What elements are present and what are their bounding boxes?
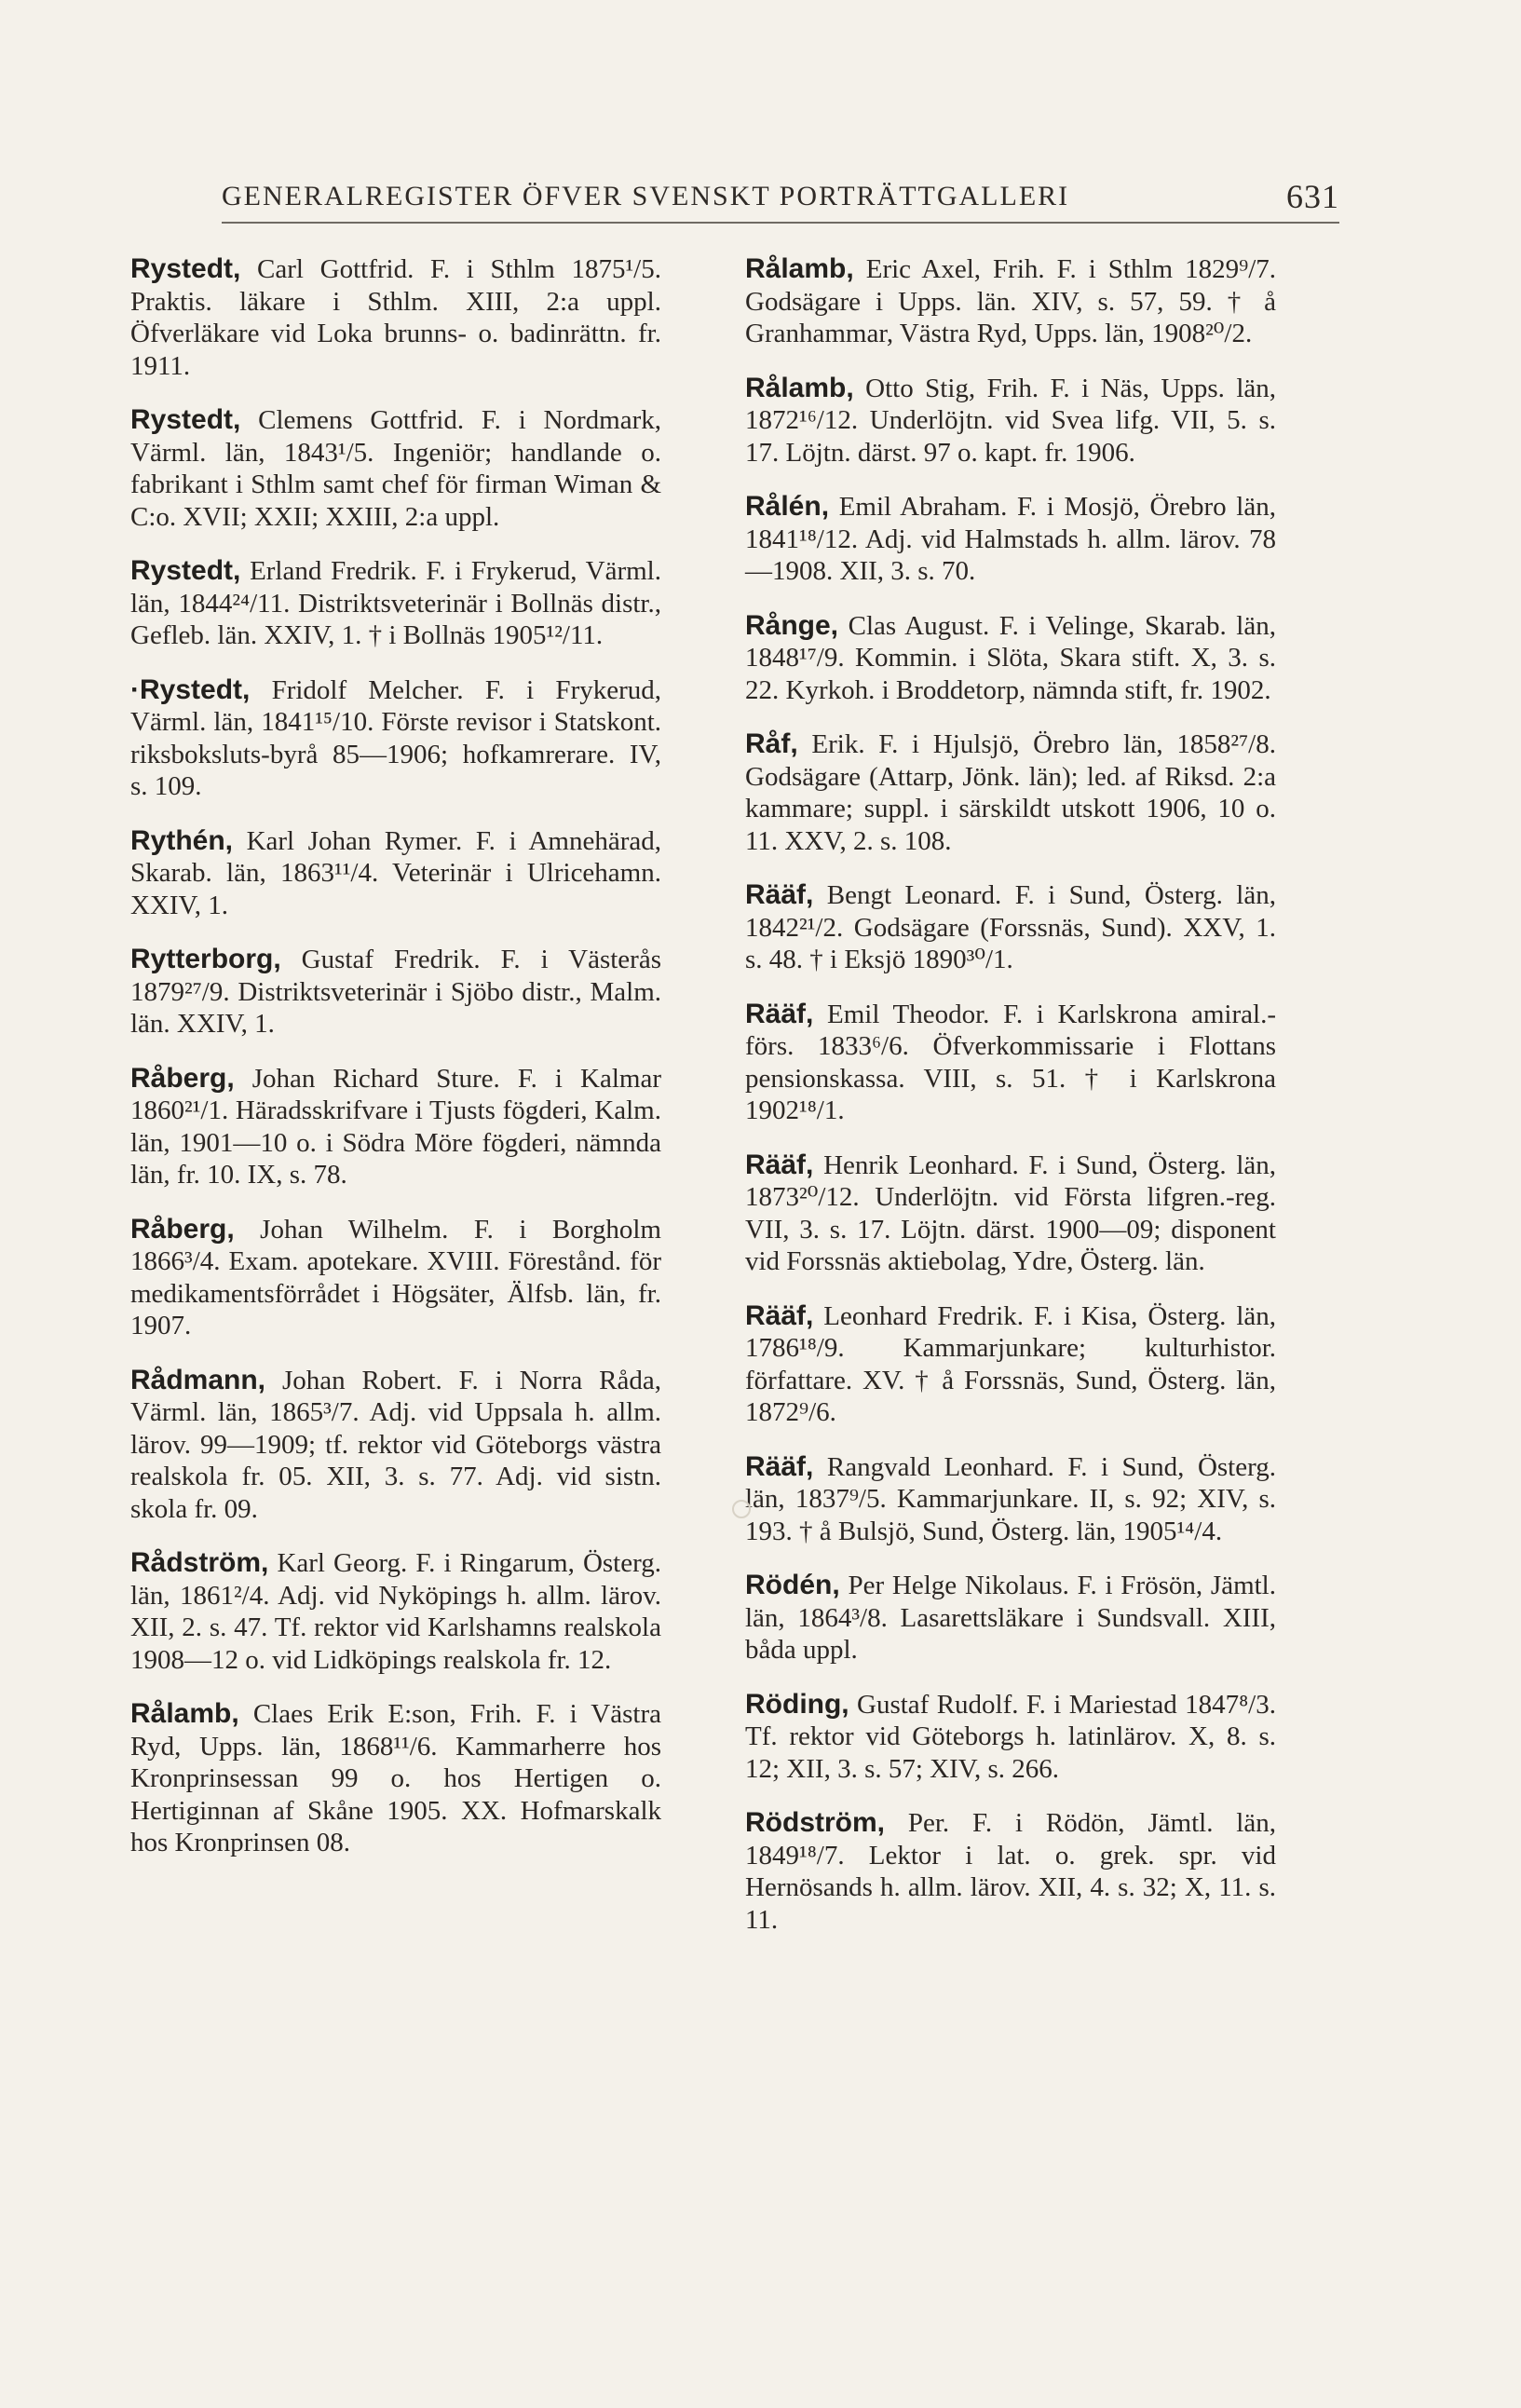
register-entry xyxy=(130,555,661,652)
entry-name: Rystedt, xyxy=(130,555,241,586)
register-entry xyxy=(745,1150,1276,1278)
entry-name: Rålamb, xyxy=(130,1698,239,1729)
entry-name: Råf, xyxy=(745,728,798,759)
register-entry xyxy=(745,491,1276,588)
register-entry xyxy=(130,674,661,803)
register-entry xyxy=(130,1547,661,1676)
entry-name: Rödén, xyxy=(745,1570,840,1600)
entry-text: Clemens Gottfrid. F. i Nordmark, Värml. län, 1843¹/5. Ingeniör; handlande o. fabrikant i Sthlm samt chef för firman Wiman & C:o. XVII; XXII; XXIII, 2:a uppl. xyxy=(130,405,661,532)
register-entry xyxy=(745,253,1276,350)
entry-name: Rääf, xyxy=(745,879,814,910)
register-entry xyxy=(130,825,661,922)
entry-text: Bengt Leonard. F. i Sund, Österg. län, 1842²¹/2. Godsägare (Forssnäs, Sund). XXV, 1. s. 48. † i Eksjö 1890³⁰/1. xyxy=(745,880,1276,974)
entry-name: Rådmann, xyxy=(130,1364,266,1395)
register-entry xyxy=(745,999,1276,1127)
right-column xyxy=(745,253,1276,1958)
entry-name: Rääf, xyxy=(745,1299,814,1331)
margin-mark xyxy=(732,1500,751,1518)
entry-name: Råberg, xyxy=(130,1062,235,1094)
entry-name: ·Rystedt, xyxy=(130,673,251,705)
entry-name: Rånge, xyxy=(745,609,839,641)
register-entry xyxy=(130,253,661,382)
entry-text: Karl Johan Rymer. F. i Amnehärad, Skarab. län, 1863¹¹/4. Veterinär i Ulricehamn. XXIV, 1. xyxy=(130,825,661,920)
register-entry xyxy=(130,1365,661,1526)
entry-text: Johan Robert. F. i Norra Råda, Värml. län, 1865³/7. Adj. vid Uppsala h. allm. lärov. 99—1909; tf. rektor vid Göteborgs västra realskola fr. 05. XII, 3. s. 77. Adj. vid sistn. skola fr. 09. xyxy=(130,1365,661,1524)
entry-text: Per Helge Nikolaus. F. i Frösön, Jämtl. län, 1864³/8. Lasarettsläkare i Sundsvall. XIII, båda uppl. xyxy=(745,1571,1276,1665)
entry-text: Fridolf Melcher. F. i Frykerud, Värml. län, 1841¹⁵/10. Förste revisor i Statskont. riksboksluts-byrå 85—1906; hofkamrerare. IV, s. 109. xyxy=(130,674,661,801)
register-entry xyxy=(745,1300,1276,1429)
entry-name: Rääf, xyxy=(745,998,814,1029)
entry-name: Röding, xyxy=(745,1688,849,1720)
register-entry xyxy=(130,1698,661,1859)
entry-name: Rystedt, xyxy=(130,253,241,284)
entry-name: Rääf, xyxy=(745,1450,814,1482)
entry-text: Johan Richard Sture. F. i Kalmar 1860²¹/1. Häradsskrifvare i Tjusts fögderi, Kalm. län, 1901—10 o. i Södra Möre fögderi, nämnda län, fr. 10. IX, s. 78. xyxy=(130,1063,661,1190)
register-entry xyxy=(745,1689,1276,1786)
entry-name: Rådström, xyxy=(130,1547,269,1578)
entry-text: Gustaf Rudolf. F. i Mariestad 1847⁸/3. Tf. rektor vid Göteborgs h. latinlärov. X, 8. s. 12; XII, 3. s. 57; XIV, s. 266. xyxy=(745,1689,1276,1784)
entry-text: Emil Abraham. F. i Mosjö, Örebro län, 1841¹⁸/12. Adj. vid Halmstads h. allm. lärov. 78—1908. XII, 3. s. 70. xyxy=(745,492,1276,586)
entry-text: Gustaf Fredrik. F. i Västerås 1879²⁷/9. Distriktsveterinär i Sjöbo distr., Malm. län. XXIV, 1. xyxy=(130,945,661,1039)
entry-name: Rythén, xyxy=(130,824,234,856)
entry-text: Emil Theodor. F. i Karlskrona amiral.-förs. 1833⁶/6. Öfverkommissarie i Flottans pensionskassa. VIII, s. 51. † i Karlskrona 1902¹⁸/1. xyxy=(745,999,1276,1125)
entry-text: Otto Stig, Frih. F. i Näs, Upps. län, 1872¹⁶/12. Underlöjtn. vid Svea lifg. VII, 5. s. 17. Löjtn. därst. 97 o. kapt. fr. 1906. xyxy=(745,373,1276,468)
register-entry xyxy=(130,1214,661,1342)
entry-name: Rålamb, xyxy=(745,372,854,403)
register-entry xyxy=(745,1570,1276,1667)
register-entry xyxy=(745,610,1276,707)
entry-text: Leonhard Fredrik. F. i Kisa, Österg. län, 1786¹⁸/9. Kammarjunkare; kulturhistor. författare. XV. † å Forssnäs, Sund, Österg. län, 1872⁹/6. xyxy=(745,1300,1276,1427)
entry-text: Erland Fredrik. F. i Frykerud, Värml. län, 1844²⁴/11. Distriktsveterinär i Bollnäs distr., Gefleb. län. XXIV, 1. † i Bollnäs 1905¹²/11. xyxy=(130,556,661,650)
entry-name: Rääf, xyxy=(745,1149,814,1180)
entry-text: Erik. F. i Hjulsjö, Örebro län, 1858²⁷/8. Godsägare (Attarp, Jönk. län); led. af Riksd. 2:a kammare; suppl. i särskildt utskott 1906, 10 o. 11. XXV, 2. s. 108. xyxy=(745,729,1276,856)
register-entry xyxy=(745,373,1276,469)
page-number: 631 xyxy=(1286,178,1339,215)
entry-name: Rödström, xyxy=(745,1807,885,1838)
entry-text: Per. F. i Rödön, Jämtl. län, 1849¹⁸/7. Lektor i lat. o. grek. spr. vid Hernösands h. allm. lärov. XII, 4. s. 32; X, 11. s. 11. xyxy=(745,1808,1276,1935)
entry-name: Rålamb, xyxy=(745,253,854,284)
register-entry xyxy=(130,404,661,533)
entry-name: Rytterborg, xyxy=(130,944,281,974)
entry-text: Clas August. F. i Velinge, Skarab. län, 1848¹⁷/9. Kommin. i Slöta, Skara stift. X, 3. s. 22. Kyrkoh. i Broddetorp, nämnda stift, fr. 1902. xyxy=(745,610,1276,705)
entry-text: Claes Erik E:son, Frih. F. i Västra Ryd, Upps. län, 1868¹¹/6. Kammarherre hos Kronprinsessan 99 o. hos Hertigen o. Hertiginnan af Skåne 1905. XX. Hofmarskalk hos Kronprinsen 08. xyxy=(130,1699,661,1857)
entry-text: Rangvald Leonhard. F. i Sund, Österg. län, 1837⁹/5. Kammarjunkare. II, s. 92; XIV, s. 193. † å Bulsjö, Sund, Österg. län, 1905¹⁴/4. xyxy=(745,1451,1276,1546)
register-entry xyxy=(745,1807,1276,1936)
entry-text: Carl Gottfrid. F. i Sthlm 1875¹/5. Praktis. läkare i Sthlm. XIII, 2:a uppl. Öfverläkare vid Loka brunns- o. badinrättn. fr. 1911. xyxy=(130,254,661,381)
entry-text: Henrik Leonhard. F. i Sund, Österg. län, 1873²⁰/12. Underlöjtn. vid Första lifgren.-reg. VII, 3. s. 17. Löjtn. därst. 1900—09; disponent vid Forssnäs aktiebolag, Ydre, Österg. län. xyxy=(745,1150,1276,1276)
register-entry xyxy=(745,728,1276,857)
entry-text: Karl Georg. F. i Ringarum, Österg. län, 1861²/4. Adj. vid Nyköpings h. allm. lärov. XII, 2. s. 47. Tf. rektor vid Karlshamns realskola 1908—12 o. vid Lidköpings realskola fr. 12. xyxy=(130,1548,661,1675)
entry-name: Rystedt, xyxy=(130,404,241,435)
running-head: GENERALREGISTER ÖFVER SVENSKT PORTRÄTTGALLERI xyxy=(222,181,1070,211)
register-entry xyxy=(130,1063,661,1191)
register-entry xyxy=(745,879,1276,976)
entry-text: Johan Wilhelm. F. i Borgholm 1866³/4. Exam. apotekare. XVIII. Förestånd. för medikamentsförrådet i Högsäter, Älfsb. län, fr. 1907. xyxy=(130,1214,661,1340)
left-column xyxy=(130,253,661,1882)
register-entry xyxy=(745,1451,1276,1548)
register-entry xyxy=(130,944,661,1041)
page-header xyxy=(222,175,1339,224)
entry-name: Råberg, xyxy=(130,1213,235,1245)
entry-name: Rålén, xyxy=(745,491,830,522)
entry-text: Eric Axel, Frih. F. i Sthlm 1829⁹/7. Godsägare i Upps. län. XIV, s. 57, 59. † å Granhammar, Västra Ryd, Upps. län, 1908²⁰/2. xyxy=(745,254,1276,348)
